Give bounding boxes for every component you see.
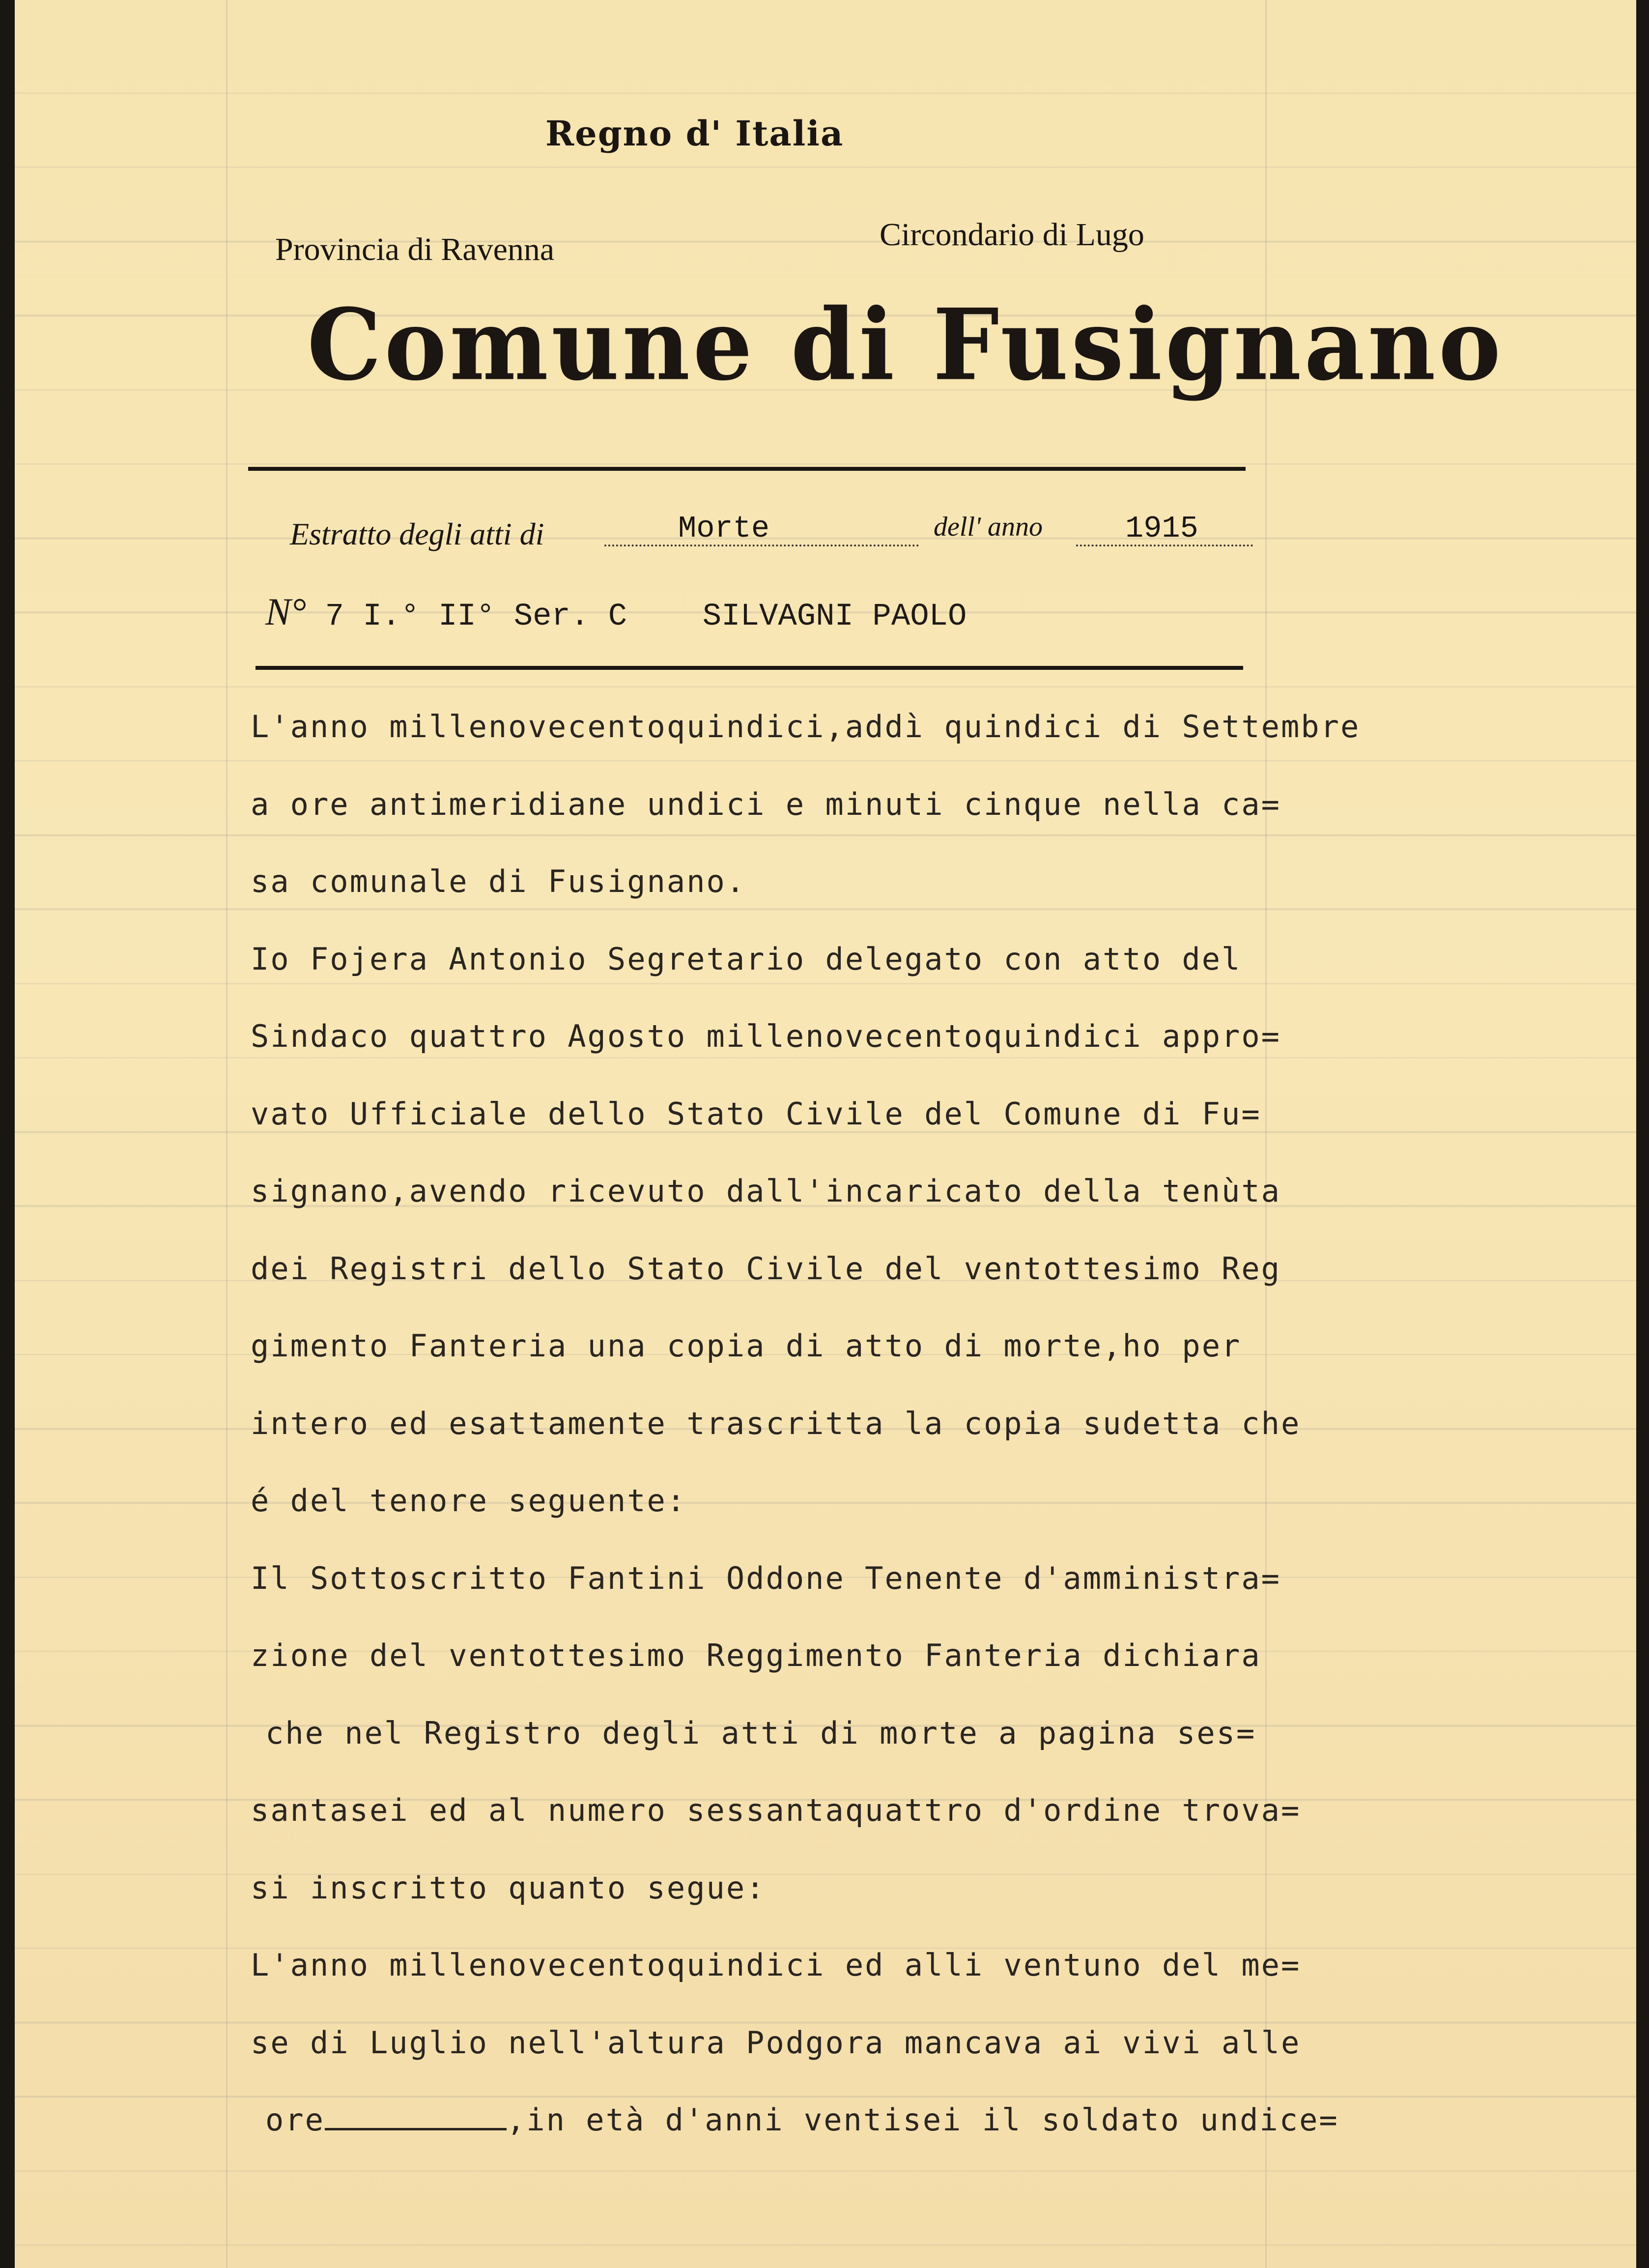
circondario-label: Circondario di Lugo [880,217,1144,253]
body-last-line [251,2081,1381,2159]
record-part: I.° II° Ser. C [363,599,627,634]
body-line: L'anno millenovecentoquindici,addì quindici di Settembre [251,709,1361,745]
record-number-prefix: N° [265,590,307,633]
left-margin-line [226,0,227,2268]
record-number-value: 7 [325,599,344,634]
document-page [15,0,1636,2268]
ore-blank-field [325,2128,507,2130]
body-line: Io Fojera Antonio Segretario delegato con atto del [251,941,1242,977]
body-line: intero ed esattamente trascritta la copia sudetta che [251,1405,1301,1441]
extract-year-label: dell' anno [934,512,1043,542]
extract-type-value: Morte [678,511,770,546]
kingdom-heading: Regno d' Italia [545,113,844,154]
body-line: é del tenore seguente: [251,1483,687,1519]
transcription-body [251,688,1381,2159]
extract-row [290,511,1273,565]
body-line: si inscritto quanto segue: [251,1869,766,1906]
body-line: Sindaco quattro Agosto millenovecentoquindici appro= [251,1018,1281,1054]
extract-year-value: 1915 [1125,511,1198,546]
ore-label: ore [265,2102,325,2138]
body-line: vato Ufficiale dello Stato Civile del Comune di Fu= [251,1095,1261,1132]
extract-label: Estratto degli atti di [290,517,544,551]
body-line: a ore antimeridiane undici e minuti cinque nella ca= [251,786,1281,822]
body-line: se di Luglio nell'altura Podgora mancava ai vivi alle [251,2024,1301,2061]
comune-title: Comune di Fusignano [307,287,1504,402]
body-line: che nel Registro degli atti di morte a pagina ses= [265,1715,1256,1751]
body-line: dei Registri dello Stato Civile del ventottesimo Reg [251,1250,1281,1287]
record-name: SILVAGNI PAOLO [702,599,967,634]
body-line: Il Sottoscritto Fantini Oddone Tenente d'amministra= [251,1560,1281,1596]
body-line: L'anno millenovecentoquindici ed alli ventuno del me= [251,1947,1301,1983]
body-line: sa comunale di Fusignano. [251,863,746,899]
header-rule-top [248,467,1246,471]
header-rule-bottom [256,666,1243,670]
body-line: gimento Fanteria una copia di atto di morte,ho per [251,1328,1242,1364]
body-last-line-text: ,in età d'anni ventisei il soldato undice= [506,2102,1339,2138]
record-number-row [265,590,967,634]
body-line: santasei ed al numero sessantaquattro d'ordine trova= [251,1792,1301,1828]
body-line: zione del ventottesimo Reggimento Fanteria dichiara [251,1637,1261,1673]
body-line: signano,avendo ricevuto dall'incaricato della tenùta [251,1173,1281,1209]
province-label: Provincia di Ravenna [275,231,555,267]
